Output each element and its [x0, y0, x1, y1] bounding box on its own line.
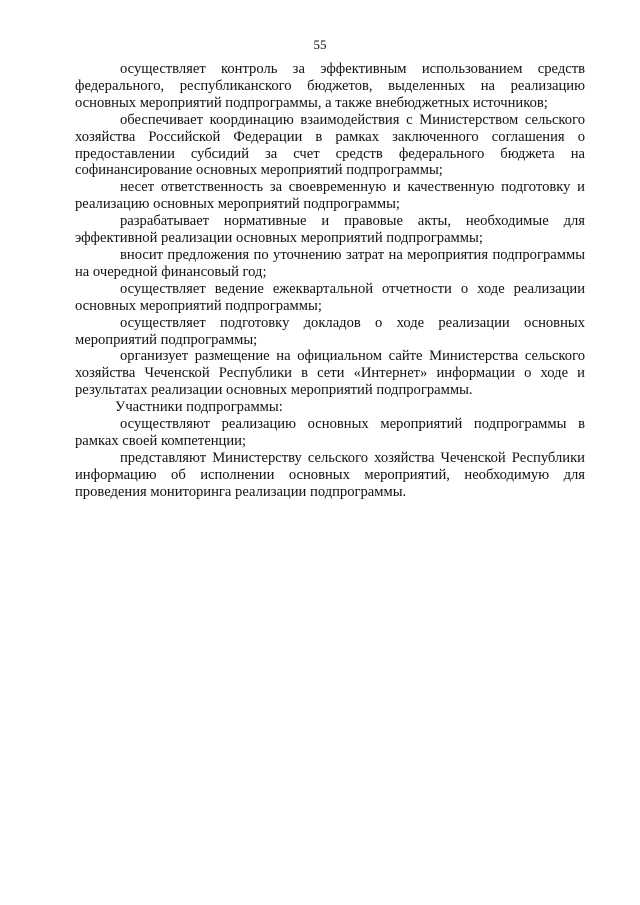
paragraph-participants-implementation: осуществляют реализацию основных мероприятий подпрограммы в рамках своей компетенции; — [75, 416, 585, 449]
paragraph-coordination: обеспечивает координацию взаимодействия с Министерством сельского хозяйства Российской Федерации в рамках заключенного соглашения о предоставлении субсидий за счет средств федерального бюджета на софинансирование основных мероприятий подпрограммы; — [75, 111, 585, 179]
document-body — [75, 61, 585, 501]
paragraph-legal-acts: разрабатывает нормативные и правовые акты, необходимые для эффективной реализации основных мероприятий подпрограммы; — [75, 213, 585, 247]
paragraph-participants-reporting: представляют Министерству сельского хозяйства Чеченской Республики информацию об исполнении основных мероприятий, необходимую для проведения мониторинга реализации подпрограммы. — [75, 449, 585, 500]
paragraph-website-publication: организует размещение на официальном сайте Министерства сельского хозяйства Чеченской Республики в сети «Интернет» информации о ходе и результатах реализации основных мероприятий подпрограммы. — [75, 348, 585, 399]
paragraph-cost-proposals: вносит предложения по уточнению затрат на мероприятия подпрограммы на очередной финансовый год; — [75, 246, 585, 280]
paragraph-participants-heading: Участники подпрограммы: — [115, 399, 283, 416]
paragraph-responsibility: несет ответственность за своевременную и качественную подготовку и реализацию основных мероприятий подпрограммы; — [75, 179, 585, 213]
page-number: 55 — [313, 37, 327, 52]
paragraph-quarterly-reporting: осуществляет ведение ежеквартальной отчетности о ходе реализации основных мероприятий подпрограммы; — [75, 280, 585, 314]
paragraph-reports-preparation: осуществляет подготовку докладов о ходе реализации основных мероприятий подпрограммы; — [75, 314, 585, 348]
paragraph-control-funds: осуществляет контроль за эффективным использованием средств федерального, республиканского бюджетов, выделенных на реализацию основных мероприятий подпрограммы, а также внебюджетных источников; — [75, 61, 585, 111]
